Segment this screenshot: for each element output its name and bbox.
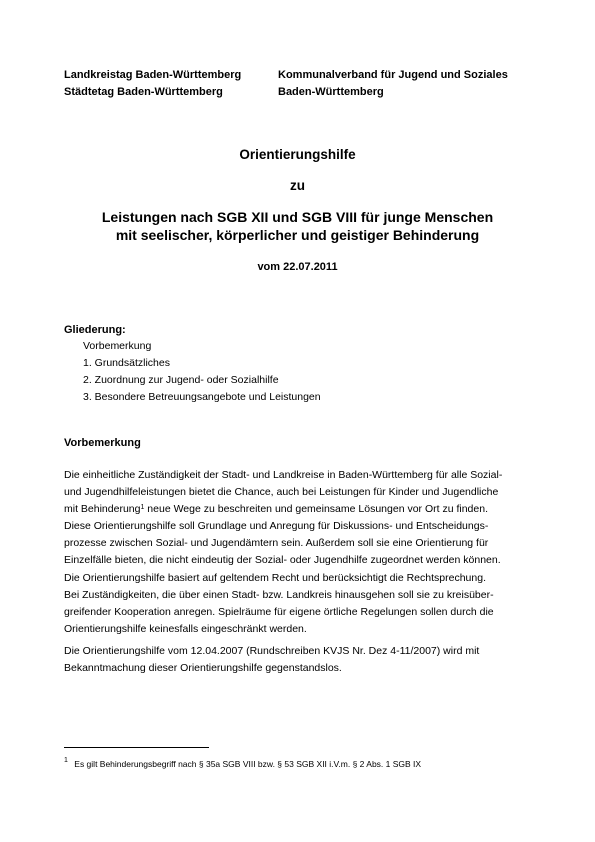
paragraph-line: Die einheitliche Zuständigkeit der Stadt- und Landkreise in Baden-Württemberg für alle Sozial- xyxy=(64,469,503,481)
document-title: Orientierungshilfe xyxy=(239,147,356,162)
header-right-line2: Baden-Württemberg xyxy=(278,86,384,98)
header-right xyxy=(278,67,508,101)
paragraph-line: greifender Kooperation anregen. Spielräume für eigene örtliche Regelungen sollen durch die xyxy=(64,605,494,618)
outline-list xyxy=(83,338,321,406)
paragraph-line: Orientierungshilfe keinesfalls eingeschränkt werden. xyxy=(64,622,307,635)
header-left-line2: Städtetag Baden-Württemberg xyxy=(64,86,223,98)
paragraph-line xyxy=(64,501,554,518)
preface-paragraph-1 xyxy=(64,467,554,638)
header-right-line1: Kommunalverband für Jugend und Soziales xyxy=(278,69,508,81)
section-heading-preface: Vorbemerkung xyxy=(64,437,141,449)
footnote-text: Es gilt Behinderungsbegriff nach § 35a SGB VIII bzw. § 53 SGB XII i.V.m. § 2 Abs. 1 SGB IX xyxy=(74,759,422,769)
header-left xyxy=(64,67,241,101)
paragraph-line: Bei Zuständigkeiten, die über einen Stadt- bzw. Landkreis hinausgehen soll sie zu kreisüber- xyxy=(64,588,494,601)
outline-heading: Gliederung: xyxy=(64,324,126,336)
outline-item: Vorbemerkung xyxy=(83,340,152,352)
paragraph-line: prozesse zwischen Sozial- und Jugendämtern sein. Außerdem soll sie eine Orientierung für xyxy=(64,537,489,550)
header-left-line1: Landkreistag Baden-Württemberg xyxy=(64,69,242,81)
title-connector: zu xyxy=(290,178,305,193)
outline-item: 1. Grundsätzliches xyxy=(83,357,170,369)
paragraph-line: Diese Orientierungshilfe soll Grundlage und Anregung für Diskussions- und Entscheidungs- xyxy=(64,520,489,533)
subtitle-line2: mit seelischer, körperlicher und geistiger Behinderung xyxy=(115,227,480,243)
paragraph-line: Bekanntmachung dieser Orientierungshilfe gegenstandslos. xyxy=(64,662,342,675)
outline-item: 2. Zuordnung zur Jugend- oder Sozialhilfe xyxy=(83,374,279,386)
paragraph-line: Die Orientierungshilfe basiert auf geltendem Recht und berücksichtigt die Rechtsprechung. xyxy=(64,571,486,584)
document-date: vom 22.07.2011 xyxy=(257,261,338,273)
subtitle-line1: Leistungen nach SGB XII und SGB VIII für junge Menschen xyxy=(101,209,494,225)
document-subtitle xyxy=(0,208,595,244)
preface-paragraph-2 xyxy=(64,643,554,677)
outline-item: 3. Besondere Betreuungsangebote und Leistungen xyxy=(83,391,321,403)
paragraph-line-text: neue Wege zu beschreiten und gemeinsame Lösungen vor Ort zu finden. xyxy=(147,503,488,516)
paragraph-line: Die Orientierungshilfe vom 12.04.2007 (Rundschreiben KVJS Nr. Dez 4-11/2007) wird mit xyxy=(64,645,480,657)
footnote-reference: 1 xyxy=(140,504,145,512)
paragraph-line-text: mit Behinderung xyxy=(64,503,141,516)
paragraph-line: und Jugendhilfeleistungen bietet die Chance, auch bei Leistungen für Kinder und Jugendliche xyxy=(64,486,499,499)
footnote-mark: 1 xyxy=(64,757,68,764)
paragraph-line: Einzelfälle bieten, die nicht eindeutig der Sozial- oder Jugendhilfe zugeordnet werden können. xyxy=(64,554,501,567)
footnote-divider xyxy=(64,747,209,748)
footnote xyxy=(64,759,421,769)
